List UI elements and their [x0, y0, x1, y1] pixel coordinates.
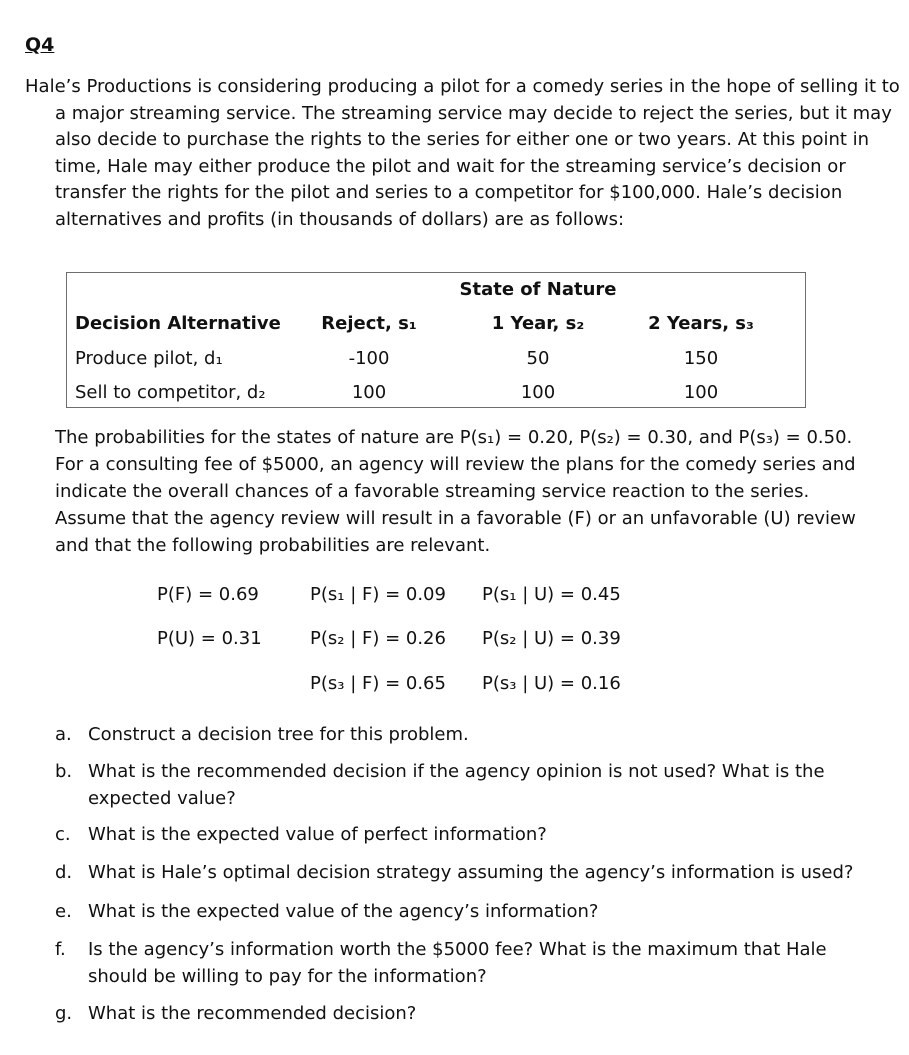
row-value: 100 — [351, 382, 387, 403]
question-text: What is the recommended decision? — [88, 1003, 417, 1024]
two-years-header: 2 Years, s₃ — [648, 313, 754, 334]
prob-s3-given-f: P(s₃ | F) = 0.65 — [310, 673, 446, 694]
question-letter: a. — [55, 724, 72, 745]
prob-s1-given-f: P(s₁ | F) = 0.09 — [310, 584, 446, 605]
row-label: Sell to competitor, d₂ — [75, 382, 266, 403]
decision-alternative-header: Decision Alternative — [75, 313, 281, 334]
question-letter: d. — [55, 862, 73, 883]
question-letter: g. — [55, 1003, 73, 1024]
row-label: Produce pilot, d₁ — [75, 348, 223, 369]
question-text: What is the expected value of perfect information? — [88, 824, 547, 845]
row-value: 150 — [683, 348, 719, 369]
prob-s1-given-u: P(s₁ | U) = 0.45 — [482, 584, 621, 605]
question-letter: f. — [55, 939, 66, 960]
prob-unfavorable: P(U) = 0.31 — [157, 628, 262, 649]
row-value: 100 — [520, 382, 556, 403]
row-value: 50 — [526, 348, 550, 369]
question-text: What is Hale’s optimal decision strategy assuming the agency’s information is used? — [88, 862, 854, 883]
one-year-header: 1 Year, s₂ — [491, 313, 585, 334]
question-letter: c. — [55, 824, 71, 845]
reject-header: Reject, s₁ — [321, 313, 417, 334]
question-text: Is the agency’s information worth the $5000 fee? What is the maximum that Hale should be willing to pay for the information? — [88, 939, 827, 987]
intro-paragraph: Hale’s Productions is considering producing a pilot for a comedy series in the hope of selling it to a major streaming service. The streaming service may decide to reject the series, but it may also decide to purchase the rights to the series for either one or two years. At this point in time, Hale may either produce the pilot and wait for the streaming service’s decision or transfer the rights for the pilot and series to a competitor for $100,000. Hale’s decision alternatives and profits (in thousands of dollars) are as follows: — [25, 76, 900, 230]
row-value: 100 — [683, 382, 719, 403]
payoff-table — [66, 272, 806, 408]
prob-s3-given-u: P(s₃ | U) = 0.16 — [482, 673, 621, 694]
question-text: What is the recommended decision if the agency opinion is not used? What is the expected value? — [88, 761, 825, 809]
question-letter: b. — [55, 761, 73, 782]
prob-favorable: P(F) = 0.69 — [157, 584, 259, 605]
prob-s2-given-u: P(s₂ | U) = 0.39 — [482, 628, 621, 649]
probabilities-paragraph: The probabilities for the states of nature are P(s₁) = 0.20, P(s₂) = 0.30, and P(s₃) = 0.50. For a consulting fee of $5000, an agency will review the plans for the comedy series and indicate the overall chances of a favorable streaming service reaction to the series. Assume that the agency review will result in a favorable (F) or an unfavorable (U) review and that the following probabilities are relevant. — [55, 427, 856, 556]
question-text: Construct a decision tree for this problem. — [88, 724, 469, 745]
state-of-nature-header: State of Nature — [459, 279, 617, 300]
row-value: -100 — [348, 348, 390, 369]
prob-s2-given-f: P(s₂ | F) = 0.26 — [310, 628, 446, 649]
question-text: What is the expected value of the agency’s information? — [88, 901, 599, 922]
question-letter: e. — [55, 901, 72, 922]
question-label: Q4 — [25, 34, 55, 56]
